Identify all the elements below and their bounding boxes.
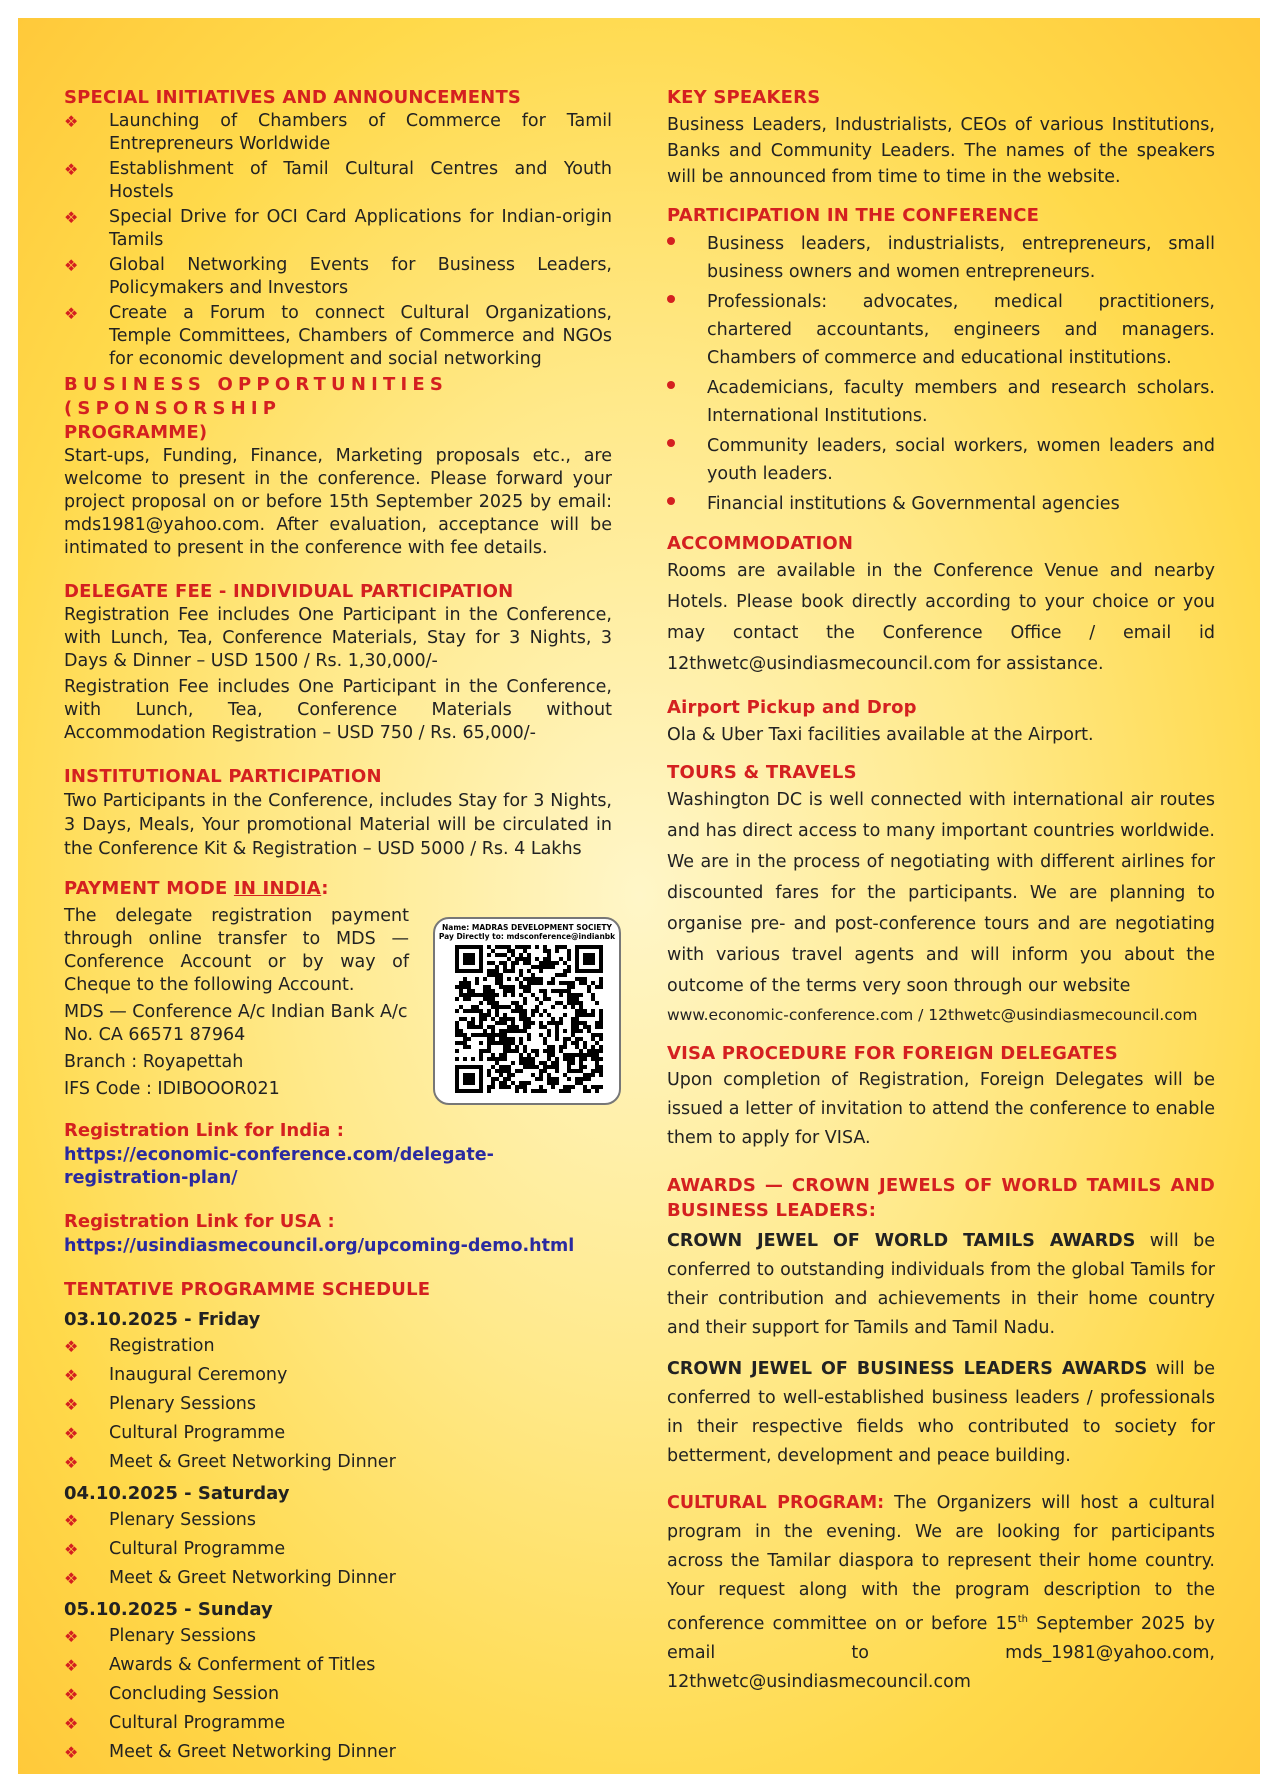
- list-item: ❖ Meet & Greet Networking Dinner: [64, 1739, 612, 1766]
- list-item: Community leaders, social workers, women leaders and youth leaders.: [667, 432, 1215, 488]
- diamond-bullet-icon: ❖: [64, 208, 79, 227]
- institutional-text: Two Participants in the Conference, includes Stay for 3 Nights, 3 Days, Meals, Your promotional Material will be circulated in the Conference Kit & Registration – USD 5000 / Rs. 4 Lakhs: [64, 791, 612, 859]
- diamond-bullet-icon: ❖: [64, 112, 79, 131]
- special-initiatives-heading: SPECIAL INITIATIVES AND ANNOUNCEMENTS: [64, 87, 522, 108]
- list-item: ❖ Awards & Conferment of Titles: [64, 1652, 612, 1679]
- diamond-bullet-icon: ❖: [64, 1366, 79, 1385]
- list-item: ❖ Meet & Greet Networking Dinner: [64, 1449, 612, 1476]
- cultural-program: CULTURAL PROGRAM: The Organizers will host a cultural program in the evening. We are looking for participants across the Tamilar diaspora to represent their home country. Your request along with the program description to the conference committee on or before 15th September 2025 by email to mds_1981@yahoo.com, 12thwetc@usindiasmecouncil.com: [667, 1493, 1216, 1692]
- visa-heading: VISA PROCEDURE FOR FOREIGN DELEGATES: [667, 1043, 1118, 1064]
- list-item: ❖ Launching of Chambers of Commerce for Tamil Entrepreneurs Worldwide: [64, 111, 612, 154]
- registration-india: [64, 1119, 612, 1190]
- diamond-bullet-icon: ❖: [64, 1511, 79, 1530]
- registration-usa-label: Registration Link for USA :: [64, 1211, 335, 1232]
- awards-world-tamils: CROWN JEWEL OF WORLD TAMILS AWARDS will be conferred to outstanding individuals from the global Tamils for their contribution and achievements in their home country and their support for Tamils and Tamil Nadu.: [667, 1231, 1216, 1338]
- right-column: [667, 86, 1215, 1697]
- airport-heading: Airport Pickup and Drop: [667, 697, 917, 718]
- list-item: ❖ Cultural Programme: [64, 1420, 612, 1447]
- diamond-bullet-icon: ❖: [64, 256, 79, 275]
- payment-details: [64, 905, 409, 1101]
- list-item: ❖ Establishment of Tamil Cultural Centres and Youth Hostels: [64, 159, 612, 202]
- dot-bullet-icon: [667, 295, 675, 303]
- diamond-bullet-icon: ❖: [64, 1627, 79, 1646]
- tours-text: Washington DC is well connected with international air routes and has direct access to many important countries worldwide. We are in the process of negotiating with different airlines for discounted fares for the participants. We are planning to organise pre- and post-conference tours and are negotiating with various travel agents and will inform you about the outcome of the terms very soon through our website: [667, 790, 1215, 996]
- list-item: ❖ Concluding Session: [64, 1681, 612, 1708]
- diamond-bullet-icon: ❖: [64, 160, 79, 179]
- list-item: ❖ Registration: [64, 1333, 612, 1360]
- payment-qr-code-icon[interactable]: [455, 945, 603, 1093]
- tours-heading: TOURS & TRAVELS: [667, 762, 857, 783]
- diamond-bullet-icon: ❖: [64, 304, 79, 323]
- list-item: ❖ Cultural Programme: [64, 1536, 612, 1563]
- qr-name-label: Name: MADRAS DEVELOPMENT SOCIETY: [442, 923, 612, 932]
- special-initiatives-list: [64, 110, 612, 371]
- diamond-bullet-icon: ❖: [64, 1540, 79, 1559]
- diamond-bullet-icon: ❖: [64, 1424, 79, 1443]
- diamond-bullet-icon: ❖: [64, 1569, 79, 1588]
- list-item: ❖ Inaugural Ceremony: [64, 1362, 612, 1389]
- list-item: Business leaders, industrialists, entrepreneurs, small business owners and women entrepreneurs.: [667, 230, 1215, 286]
- bank-account: MDS — Conference A/c Indian Bank A/c No. CA 66571 87964: [64, 1002, 408, 1045]
- ifs-code: IFS Code : IDIBOOOR021: [64, 1079, 280, 1099]
- schedule-date: 03.10.2025 - Friday: [64, 1309, 261, 1330]
- diamond-bullet-icon: ❖: [64, 1337, 79, 1356]
- payment-text: The delegate registration payment through online transfer to MDS — Conference Account or by way of Cheque to the following Account.: [64, 906, 409, 995]
- participation-list: [667, 230, 1215, 518]
- qr-pay-label: Pay Directly to: mdsconference@indianbk: [438, 932, 616, 941]
- diamond-bullet-icon: ❖: [64, 1743, 79, 1762]
- airport-text: Ola & Uber Taxi facilities available at the Airport.: [667, 725, 1094, 745]
- bank-branch: Branch : Royapettah: [64, 1052, 244, 1072]
- delegate-fee-text-1: Registration Fee includes One Participant in the Conference, with Lunch, Tea, Conference Materials, Stay for 3 Nights, 3 Days & Dinner – USD 1500 / Rs. 1,30,000/-: [64, 605, 612, 671]
- schedule-heading: TENTATIVE PROGRAMME SCHEDULE: [64, 1279, 431, 1300]
- list-item: Professionals: advocates, medical practitioners, chartered accountants, engineers and managers. Chambers of commerce and educational institutions.: [667, 288, 1215, 372]
- list-item: ❖ Cultural Programme: [64, 1710, 612, 1737]
- list-item: ❖ Global Networking Events for Business Leaders, Policymakers and Investors: [64, 255, 612, 298]
- brochure-page: [18, 18, 1260, 1774]
- dot-bullet-icon: [667, 237, 675, 245]
- payment-mode-heading: PAYMENT MODE IN INDIA:: [64, 878, 329, 899]
- awards-business-leaders: CROWN JEWEL OF BUSINESS LEADERS AWARDS will be conferred to well-established business leaders / professionals in their respective fields who contributed to society for betterment, development and peace building.: [667, 1359, 1215, 1466]
- list-item: Financial institutions & Governmental agencies: [667, 490, 1215, 518]
- diamond-bullet-icon: ❖: [64, 1685, 79, 1704]
- payment-qr-card: [433, 917, 621, 1105]
- registration-usa: [64, 1210, 612, 1258]
- delegate-fee-text-2: Registration Fee includes One Participant in the Conference, with Lunch, Tea, Conference Materials without Accommodation Registration – USD 750 / Rs. 65,000/-: [64, 677, 612, 743]
- accommodation-text: Rooms are available in the Conference Venue and nearby Hotels. Please book directly according to your choice or you may contact the Conference Office / email id 12thwetc@usindiasmecouncil.com for assistance.: [667, 561, 1215, 674]
- dot-bullet-icon: [667, 381, 675, 389]
- list-item: ❖ Plenary Sessions: [64, 1391, 612, 1418]
- institutional-heading: INSTITUTIONAL PARTICIPATION: [64, 766, 382, 787]
- list-item: Academicians, faculty members and research scholars. International Institutions.: [667, 374, 1215, 430]
- diamond-bullet-icon: ❖: [64, 1656, 79, 1675]
- list-item: ❖ Meet & Greet Networking Dinner: [64, 1565, 612, 1592]
- visa-text: Upon completion of Registration, Foreign Delegates will be issued a letter of invitation to attend the conference to enable them to apply for VISA.: [667, 1070, 1215, 1148]
- awards-heading: AWARDS — CROWN JEWELS OF WORLD TAMILS AND BUSINESS LEADERS:: [667, 1175, 1215, 1221]
- business-opportunities-heading: BUSINESS OPPORTUNITIES (SPONSORSHIP: [64, 374, 449, 419]
- dot-bullet-icon: [667, 497, 675, 505]
- diamond-bullet-icon: ❖: [64, 1395, 79, 1414]
- left-column: [64, 86, 616, 1768]
- list-item: ❖ Plenary Sessions: [64, 1507, 612, 1534]
- list-item: ❖ Plenary Sessions: [64, 1623, 612, 1650]
- registration-usa-link[interactable]: https://usindiasmecouncil.org/upcoming-demo.html: [64, 1236, 575, 1256]
- schedule-day-1: [64, 1306, 612, 1476]
- diamond-bullet-icon: ❖: [64, 1453, 79, 1472]
- delegate-fee-heading: DELEGATE FEE - INDIVIDUAL PARTICIPATION: [64, 581, 514, 602]
- diamond-bullet-icon: ❖: [64, 1714, 79, 1733]
- dot-bullet-icon: [667, 439, 675, 447]
- schedule-day-3: [64, 1596, 612, 1766]
- schedule-day-2: [64, 1480, 612, 1592]
- key-speakers-text: Business Leaders, Industrialists, CEOs of various Institutions, Banks and Community Leaders. The names of the speakers will be announced from time to time in the website.: [667, 115, 1215, 187]
- registration-india-link[interactable]: https://economic-conference.com/delegate-registration-plan/: [64, 1145, 494, 1188]
- list-item: ❖ Special Drive for OCI Card Applications for Indian-origin Tamils: [64, 207, 612, 250]
- list-item: ❖ Create a Forum to connect Cultural Organizations, Temple Committees, Chambers of Commerce and NGOs for economic development and social networking: [64, 303, 612, 369]
- business-opportunities-heading-cont: PROGRAMME): [64, 422, 208, 443]
- participation-heading: PARTICIPATION IN THE CONFERENCE: [667, 205, 1040, 226]
- schedule-date: 05.10.2025 - Sunday: [64, 1599, 273, 1620]
- key-speakers-heading: KEY SPEAKERS: [667, 87, 821, 108]
- tours-links[interactable]: www.economic-conference.com / 12thwetc@usindiasmecouncil.com: [667, 1006, 1198, 1024]
- schedule-date: 04.10.2025 - Saturday: [64, 1483, 290, 1504]
- registration-india-label: Registration Link for India :: [64, 1120, 344, 1141]
- payment-section: [64, 877, 616, 1101]
- accommodation-heading: ACCOMMODATION: [667, 533, 854, 554]
- business-opportunities-text: Start-ups, Funding, Finance, Marketing proposals etc., are welcome to present in the conference. Please forward your project proposal on or before 15th September 2025 by email: mds1981@yahoo.com. After evaluation, acceptance will be intimated to present in the conference with fee details.: [64, 446, 612, 558]
